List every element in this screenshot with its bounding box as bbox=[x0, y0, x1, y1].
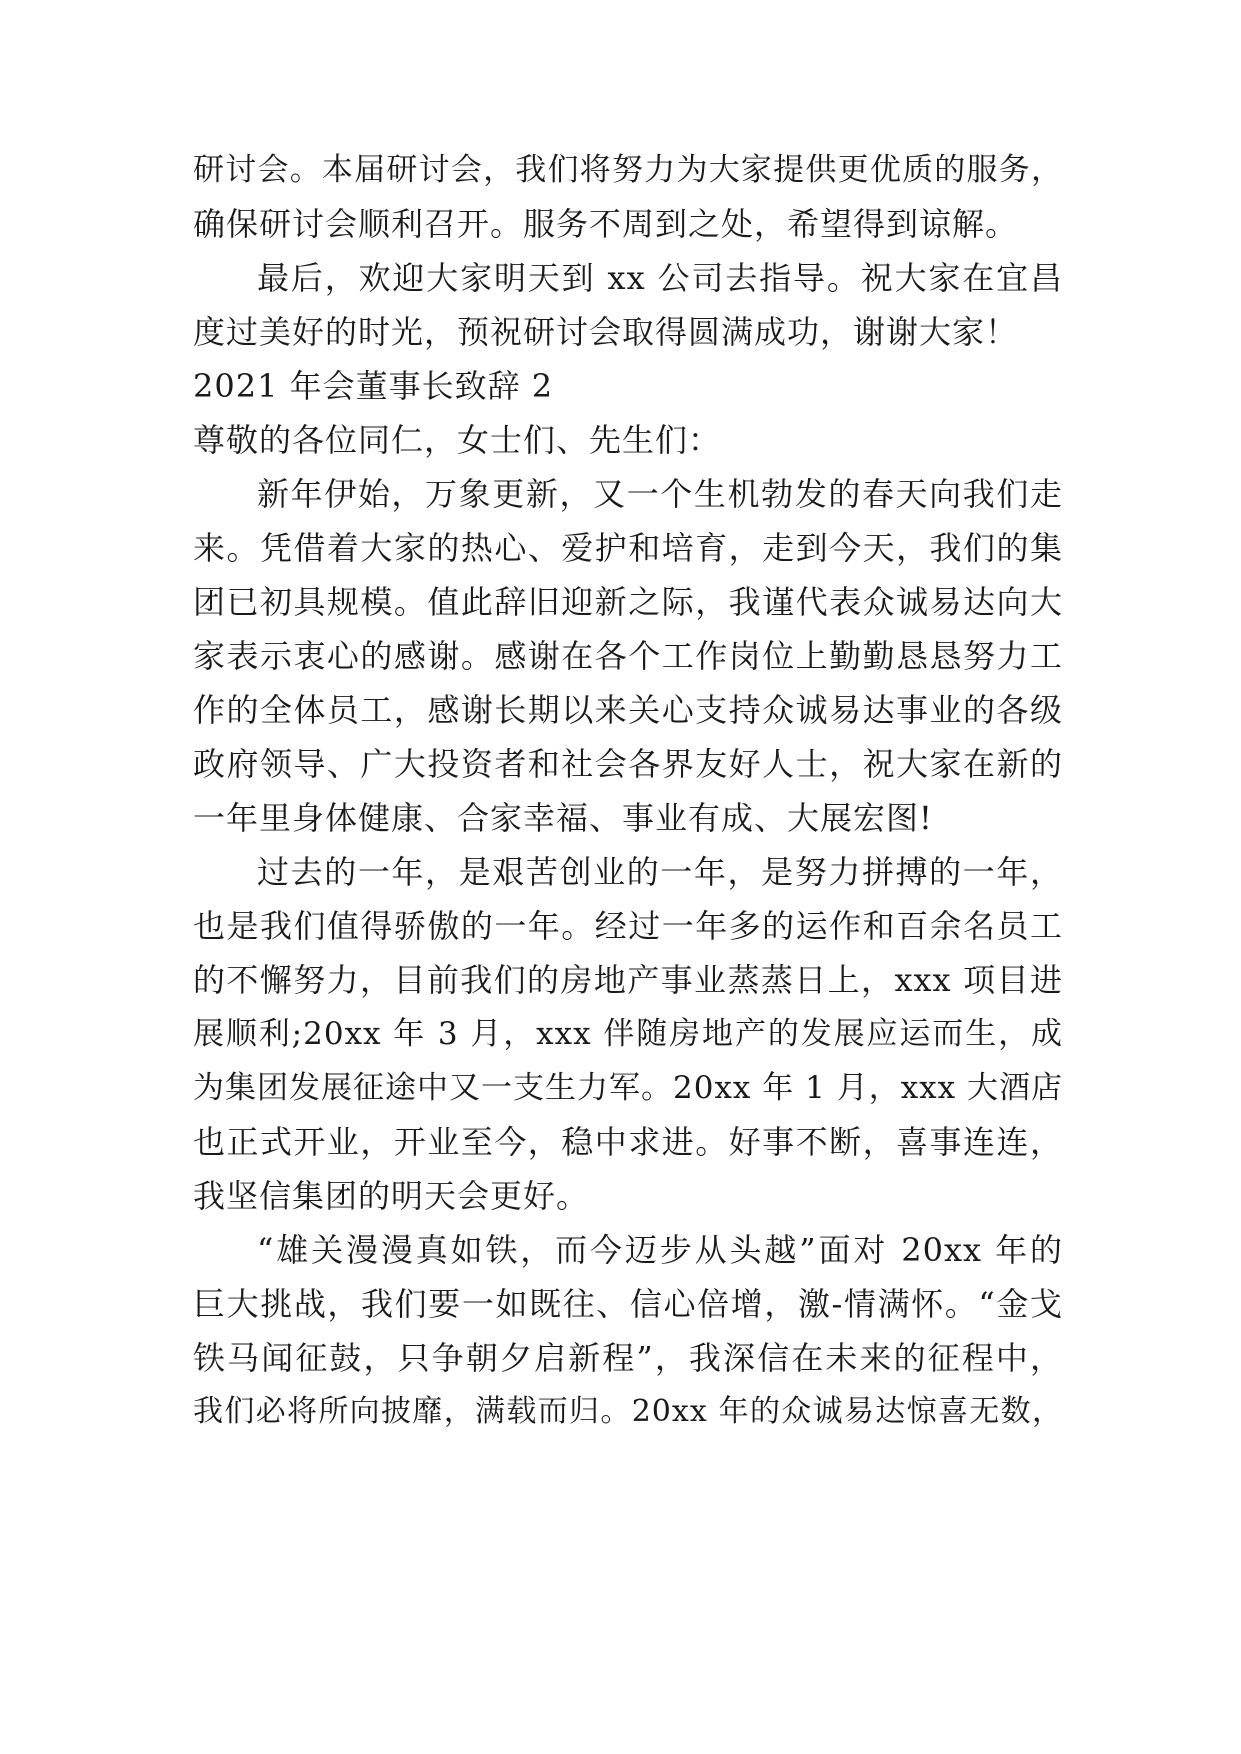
text-line-13: 一年里身体健康、合家幸福、事业有成、大展宏图! bbox=[193, 799, 933, 837]
text-line-19: 也正式开业，开业至今，稳中求进。好事不断，喜事连连， bbox=[193, 1123, 1063, 1161]
text-line-7: 新年伊始，万象更新，又一个生机勃发的春天向我们走 bbox=[257, 475, 1063, 513]
text-line-15: 也是我们值得骄傲的一年。经过一年多的运作和百余名员工 bbox=[193, 907, 1063, 945]
text-line-14: 过去的一年，是艰苦创业的一年，是努力拼搏的一年， bbox=[257, 853, 1063, 891]
text-line-2: 确保研讨会顺利召开。服务不周到之处，希望得到谅解。 bbox=[193, 205, 1019, 243]
text-line-4: 度过美好的时光，预祝研讨会取得圆满成功，谢谢大家！ bbox=[193, 313, 1019, 351]
text-line-20: 我坚信集团的明天会更好。 bbox=[193, 1177, 590, 1215]
text-line-17: 展顺利;20xx 年 3 月，xxx 伴随房地产的发展应运而生，成 bbox=[193, 1016, 1063, 1052]
text-line-16: 的不懈努力，目前我们的房地产事业蒸蒸日上，xxx 项目进 bbox=[193, 961, 1063, 999]
text-line-1: 研讨会。本届研讨会，我们将努力为大家提供更优质的服务， bbox=[193, 152, 1063, 188]
text-line-8: 来。凭借着大家的热心、爱护和培育，走到今天，我们的集 bbox=[193, 529, 1063, 567]
text-line-24: 我们必将所向披靡，满载而归。20xx 年的众诚易达惊喜无数， bbox=[193, 1394, 1063, 1429]
text-line-3: 最后，欢迎大家明天到 xx 公司去指导。祝大家在宜昌 bbox=[257, 259, 1063, 297]
text-line-10: 家表示衷心的感谢。感谢在各个工作岗位上勤勤恳恳努力工 bbox=[193, 637, 1063, 675]
text-line-23: 铁马闻征鼓，只争朝夕启新程”，我深信在未来的征程中， bbox=[193, 1339, 1063, 1377]
salutation: 尊敬的各位同仁，女士们、先生们： bbox=[193, 421, 722, 459]
section-heading: 2021 年会董事长致辞 2 bbox=[193, 367, 554, 405]
text-line-11: 作的全体员工，感谢长期以来关心支持众诚易达事业的各级 bbox=[193, 691, 1063, 729]
text-line-22: 巨大挑战，我们要一如既往、信心倍增，激-情满怀。“金戈 bbox=[193, 1285, 1063, 1323]
text-line-9: 团已初具规模。值此辞旧迎新之际，我谨代表众诚易达向大 bbox=[193, 583, 1063, 621]
text-line-12: 政府领导、广大投资者和社会各界友好人士，祝大家在新的 bbox=[193, 745, 1063, 783]
text-line-18: 为集团发展征途中又一支生力军。20xx 年 1 月，xxx 大酒店 bbox=[193, 1070, 1063, 1106]
text-line-21: “雄关漫漫真如铁，而今迈步从头越”面对 20xx 年的 bbox=[257, 1231, 1063, 1269]
